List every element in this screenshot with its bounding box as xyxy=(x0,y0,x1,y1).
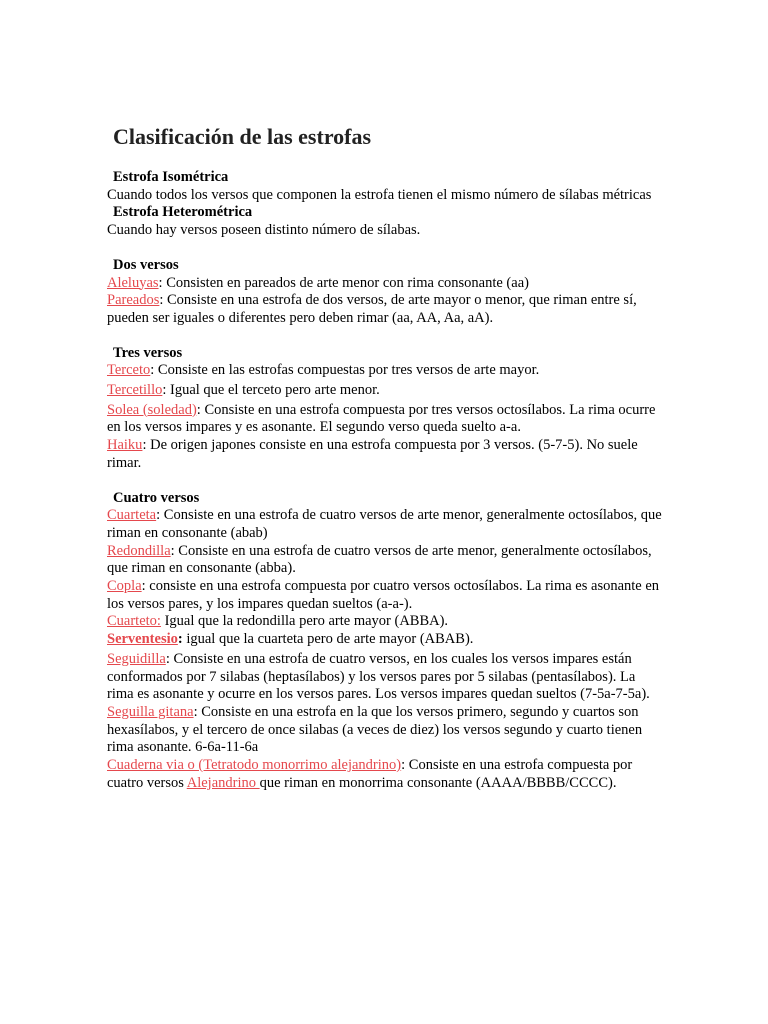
definition-text: : De origen japones consiste en una estrofa compuesta por 3 versos. (5-7-5). No suele rimar. xyxy=(107,437,638,471)
definition-text: que riman en monorrima consonante (AAAA/BBBB/CCCC). xyxy=(259,774,617,791)
link-cuarteto[interactable]: Cuarteto: xyxy=(107,613,161,630)
link-redondilla[interactable]: Redondilla xyxy=(107,542,171,559)
heading-dos-versos: Dos versos xyxy=(113,256,179,273)
link-solea[interactable]: Solea (soledad) xyxy=(107,401,197,418)
list-item xyxy=(107,631,662,649)
link-seguidilla[interactable]: Seguidilla xyxy=(107,650,166,667)
list-item xyxy=(107,437,662,472)
list-item xyxy=(107,543,662,578)
list-item xyxy=(107,757,662,792)
definition-text: : Igual que el terceto pero arte menor. xyxy=(162,382,380,399)
list-item xyxy=(107,275,662,293)
list-item xyxy=(107,651,662,704)
list-item xyxy=(107,382,662,400)
heading-estrofa-isometrica: Estrofa Isométrica xyxy=(113,169,229,185)
definition-text: : Consiste en una estrofa de cuatro versos de arte menor, generalmente octosílabos, que riman en consonante (abab) xyxy=(107,507,662,541)
definition-text: : Consiste en una estrofa de dos versos, de arte mayor o menor, que riman entre sí, pueden ser iguales o diferentes pero deben rimar (aa, AA, Aa, aA). xyxy=(107,292,637,326)
list-item xyxy=(107,292,662,327)
definition-text: : Consiste en una estrofa de cuatro versos de arte menor, generalmente octosílabos, que riman en consonante (abba). xyxy=(107,542,652,577)
list-item xyxy=(107,507,662,542)
heading-estrofa-heterometrica: Estrofa Heterométrica xyxy=(113,204,253,221)
definition-text: Igual que la redondilla pero arte mayor (ABBA). xyxy=(160,613,449,630)
list-item xyxy=(107,613,662,631)
colon-text: : xyxy=(177,631,183,648)
paragraph-heterometrica: Cuando hay versos poseen distinto número de sílabas. xyxy=(107,222,421,239)
definition-text: : Consiste en una estrofa compuesta por tres versos octosílabos. La rima ocurre en los versos impares y es asonante. El segundo verso queda suelto a-a. xyxy=(107,401,656,436)
definition-text: : Consisten en pareados de arte menor con rima consonante (aa) xyxy=(158,274,529,291)
list-item xyxy=(107,362,662,380)
link-pareados[interactable]: Pareados xyxy=(107,292,160,309)
link-cuarteta[interactable]: Cuarteta xyxy=(107,507,157,524)
list-item xyxy=(107,402,662,437)
definition-text: : Consiste en una estrofa en la que los versos primero, segundo y cuartos son hexasílabos, y el tercero de once silabas (a veces de diez) los versos segundo y cuarto tienen rima asonante. 6-6a-11-6a xyxy=(107,703,643,756)
definition-text: : consiste en una estrofa compuesta por cuatro versos octosílabos. La rima es asonante en los versos pares, y los impares quedan sueltos (a-a-). xyxy=(107,578,660,612)
definition-text: : Consiste en una estrofa compuesta por cuatro versos xyxy=(107,757,633,791)
link-seguilla-gitana[interactable]: Seguilla gitana xyxy=(107,703,194,720)
paragraph-isometrica: Cuando todos los versos que componen la estrofa tienen el mismo número de sílabas métricas xyxy=(107,186,652,203)
definition-text: igual que la cuarteta pero de arte mayor (ABAB). xyxy=(182,631,474,648)
link-serventesio[interactable]: Serventesio xyxy=(107,631,178,648)
list-item xyxy=(107,704,662,757)
link-alejandrino[interactable]: Alejandrino xyxy=(186,774,260,791)
list-item xyxy=(107,578,662,613)
page-title: Clasificación de las estrofas xyxy=(113,124,372,149)
link-copla[interactable]: Copla xyxy=(107,578,142,595)
definition-text: : Consiste en una estrofa de cuatro versos, en los cuales los versos impares están conformados por 7 silabas (heptasílabos) y los versos pares por 5 silabas (pentasílabos). La rima es asonante y ocurre en los versos pares. Los versos impares quedan sueltos (7-5a-7-5a). xyxy=(107,650,650,703)
link-cuaderna-via[interactable]: Cuaderna via o (Tetratodo monorrimo alejandrino) xyxy=(107,757,402,774)
link-terceto[interactable]: Terceto xyxy=(107,362,151,379)
heading-tres-versos: Tres versos xyxy=(113,344,183,361)
link-tercetillo[interactable]: Tercetillo xyxy=(107,382,163,399)
document-body xyxy=(107,122,662,793)
definition-text: : Consiste en las estrofas compuestas por tres versos de arte mayor. xyxy=(150,362,540,379)
link-aleluyas[interactable]: Aleluyas xyxy=(107,274,159,291)
heading-cuatro-versos: Cuatro versos xyxy=(113,489,200,506)
link-haiku[interactable]: Haiku xyxy=(107,437,143,454)
